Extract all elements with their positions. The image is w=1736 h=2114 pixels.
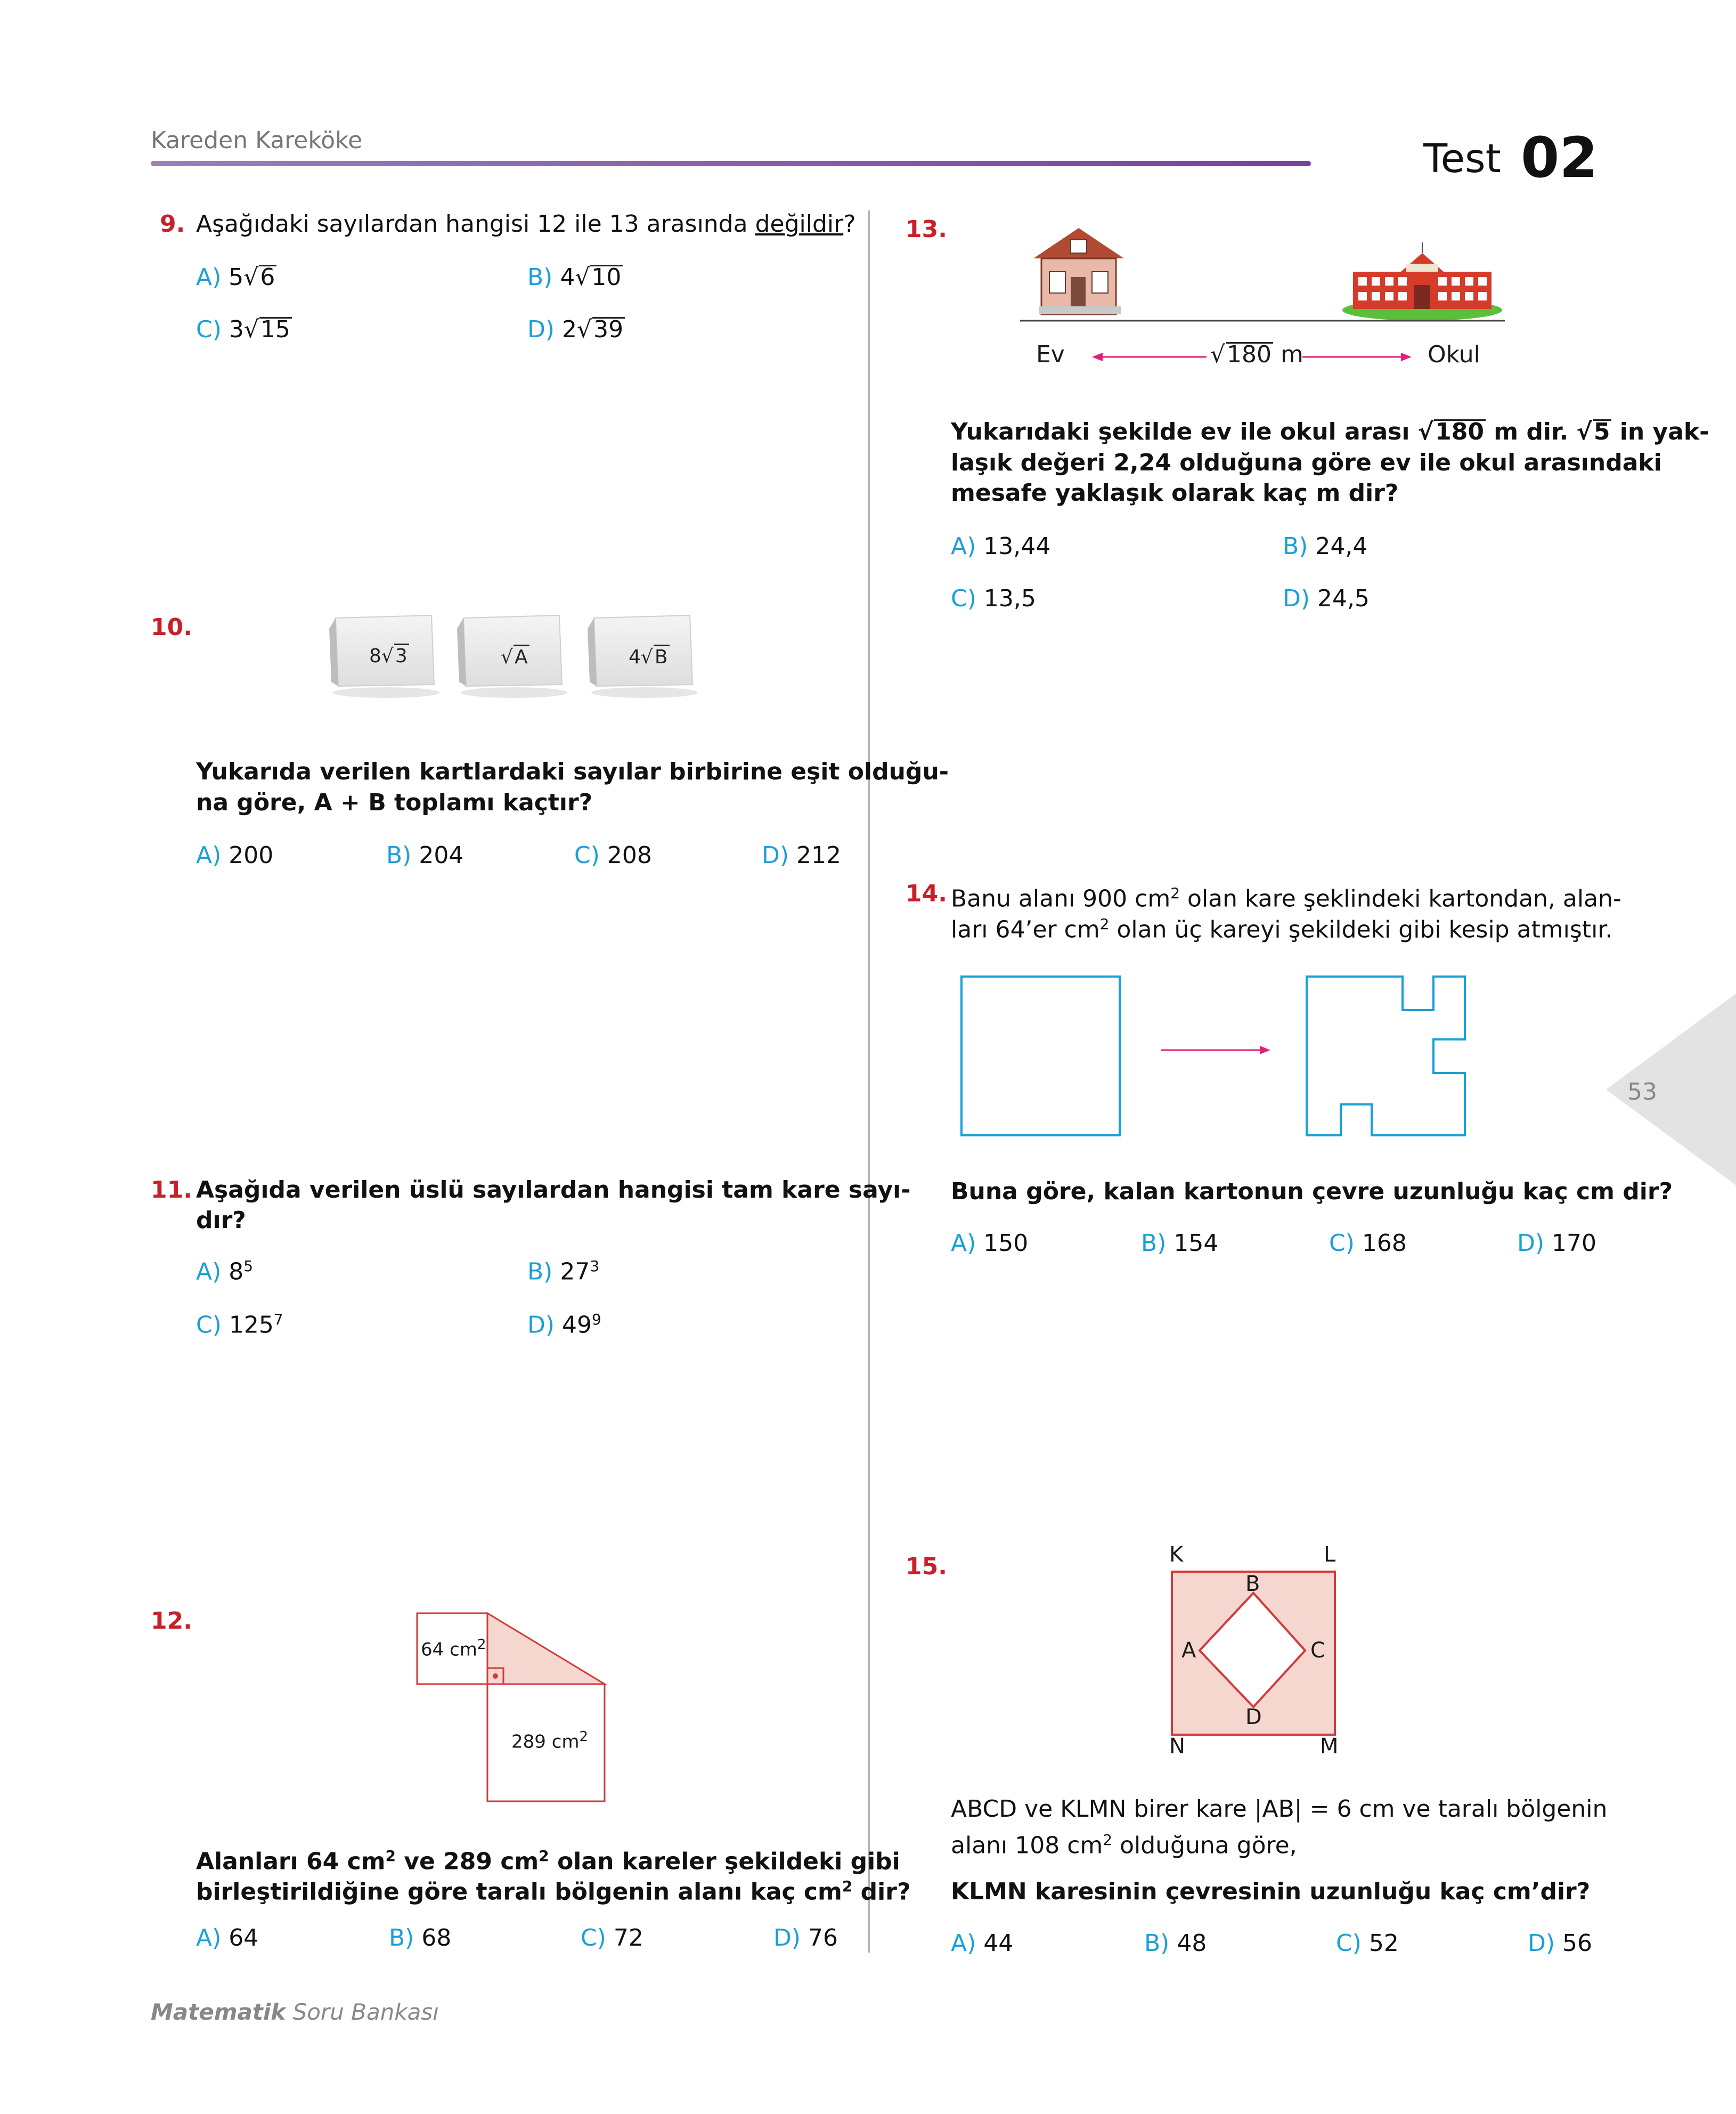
card-2-label: √A bbox=[501, 645, 529, 669]
q9-option-d[interactable]: D) 2√39 bbox=[527, 316, 625, 343]
q12-option-c[interactable]: C) 72 bbox=[581, 1924, 643, 1952]
label-C: C bbox=[1310, 1638, 1325, 1663]
q11-option-a[interactable]: A) $8^5$ bbox=[196, 1257, 254, 1286]
q14-text-line1: Banu alanı 900 $cm^2$ olan kare şeklindeki kartondan, alan- bbox=[951, 884, 1621, 913]
q13-okul-label: Okul bbox=[1428, 341, 1480, 368]
q11-option-d[interactable]: D) $49^9$ bbox=[527, 1311, 601, 1339]
q13-ev-label: Ev bbox=[1036, 341, 1065, 368]
q15-text-line2: alanı 108 $cm^2$ olduğuna göre, bbox=[951, 1831, 1297, 1859]
label-A: A bbox=[1181, 1638, 1196, 1663]
q13-option-b[interactable]: B) 24,4 bbox=[1283, 533, 1368, 560]
q11-option-b[interactable]: B) $27^3$ bbox=[527, 1257, 600, 1286]
school-icon bbox=[1342, 242, 1502, 321]
q15-option-b[interactable]: B) 48 bbox=[1144, 1930, 1207, 1957]
q9-option-c[interactable]: C) 3√15 bbox=[196, 316, 292, 343]
q15-text-line1: ABCD ve KLMN birer kare |AB| = 6 cm ve taralı bölgenin bbox=[951, 1795, 1608, 1823]
q15-number: 15. bbox=[906, 1553, 947, 1580]
q9-text-pre: Aşağıdaki sayılardan hangisi 12 ile 13 arasında bbox=[196, 210, 755, 238]
label-D: D bbox=[1245, 1705, 1262, 1729]
q15-option-c[interactable]: C) 52 bbox=[1336, 1930, 1399, 1957]
q13-distance-label: √180 m bbox=[1210, 341, 1303, 368]
q13-number: 13. bbox=[906, 216, 947, 243]
q13-option-a[interactable]: A) 13,44 bbox=[951, 533, 1051, 560]
label-N: N bbox=[1169, 1734, 1185, 1759]
q10-option-a[interactable]: A) 200 bbox=[196, 842, 274, 869]
q12-label-big: 289 $cm^2$ bbox=[511, 1729, 589, 1753]
q10-text-line1: Yukarıda verilen kartlardaki sayılar birbirine eşit olduğu- bbox=[196, 758, 949, 785]
q14-number: 14. bbox=[906, 880, 947, 907]
page-number: 53 bbox=[1627, 1078, 1657, 1105]
q12-number: 12. bbox=[151, 1607, 192, 1635]
label-K: K bbox=[1169, 1542, 1184, 1567]
test-label: Test bbox=[1423, 136, 1501, 182]
q13-text-line1: Yukarıdaki şekilde ev ile okul arası √180 m dir. √5 in yak- bbox=[951, 418, 1709, 445]
q15-option-a[interactable]: A) 44 bbox=[951, 1930, 1014, 1957]
q10-text-line2: na göre, A + B toplamı kaçtır? bbox=[196, 789, 593, 816]
q14-cut-shape bbox=[1307, 977, 1465, 1135]
q14-option-c[interactable]: C) 168 bbox=[1329, 1230, 1407, 1257]
label-M: M bbox=[1320, 1734, 1339, 1759]
q11-option-c[interactable]: C) $125^7$ bbox=[196, 1311, 283, 1339]
q11-number: 11. bbox=[151, 1176, 192, 1204]
q12-label-small: 64 $cm^2$ bbox=[421, 1637, 486, 1661]
q9-text bbox=[196, 209, 856, 240]
label-B: B bbox=[1245, 1572, 1260, 1596]
q10-option-c[interactable]: C) 208 bbox=[574, 842, 652, 869]
q10-option-b[interactable]: B) 204 bbox=[386, 842, 464, 869]
card-1-label: 8√3 bbox=[369, 644, 409, 668]
q13-option-d[interactable]: D) 24,5 bbox=[1283, 585, 1370, 612]
q11-text-line1: Aşağıda verilen üslü sayılardan hangisi tam kare sayı- bbox=[196, 1176, 911, 1204]
q9-number: 9. bbox=[160, 210, 185, 238]
q11-text-line2: dır? bbox=[196, 1207, 246, 1234]
q14-option-a[interactable]: A) 150 bbox=[951, 1230, 1029, 1257]
column-divider bbox=[868, 210, 870, 1953]
q12-text-line1: Alanları 64 $cm^2$ ve 289 $cm^2$ olan kareler şekildeki gibi bbox=[196, 1847, 900, 1875]
q14-option-b[interactable]: B) 154 bbox=[1141, 1230, 1219, 1257]
q14-full-square bbox=[961, 977, 1120, 1135]
footer-book-title: Matematik Soru Bankası bbox=[151, 1999, 439, 2025]
test-number: 02 bbox=[1521, 125, 1598, 190]
q12-option-a[interactable]: A) 64 bbox=[196, 1924, 259, 1952]
q12-text-line2: birleştirildiğine göre taralı bölgenin alanı kaç $cm^2$ dir? bbox=[196, 1877, 911, 1906]
q13-house-school-figure bbox=[1012, 218, 1513, 325]
q10-number: 10. bbox=[151, 614, 192, 641]
label-L: L bbox=[1324, 1542, 1336, 1567]
q12-shaded-triangle bbox=[487, 1613, 605, 1684]
q13-text-line3: mesafe yaklaşık olarak kaç m dir? bbox=[951, 479, 1399, 507]
header-rule bbox=[151, 161, 1311, 166]
q13-option-c[interactable]: C) 13,5 bbox=[951, 585, 1036, 612]
q10-option-d[interactable]: D) 212 bbox=[762, 842, 842, 869]
q15-option-d[interactable]: D) 56 bbox=[1528, 1930, 1593, 1957]
q12-option-d[interactable]: D) 76 bbox=[773, 1924, 838, 1952]
q9-text-post: ? bbox=[843, 210, 856, 238]
house-icon bbox=[1033, 228, 1124, 314]
q13-text-line2: laşık değeri 2,24 olduğuna göre ev ile okul arasındaki bbox=[951, 449, 1662, 476]
q9-text-underlined: değildir bbox=[755, 210, 844, 238]
q14-question: Buna göre, kalan kartonun çevre uzunluğu kaç cm dir? bbox=[951, 1178, 1673, 1205]
q12-option-b[interactable]: B) 68 bbox=[389, 1924, 452, 1952]
q14-text-line2: ları 64’er $cm^2$ olan üç kareyi şekildeki gibi kesip atmıştır. bbox=[951, 915, 1613, 944]
q14-cutout-figure bbox=[956, 970, 1473, 1145]
card-3-label: 4√B bbox=[629, 645, 670, 669]
page-number-tab bbox=[1606, 994, 1736, 1185]
q9-option-b[interactable]: B) 4√10 bbox=[527, 264, 623, 291]
q15-question: KLMN karesinin çevresinin uzunluğu kaç cm’dir? bbox=[951, 1878, 1591, 1905]
header-subject: Kareden Kareköke bbox=[151, 127, 363, 154]
q14-option-d[interactable]: D) 170 bbox=[1517, 1230, 1597, 1257]
q9-option-a[interactable]: A) 5√6 bbox=[196, 264, 276, 291]
